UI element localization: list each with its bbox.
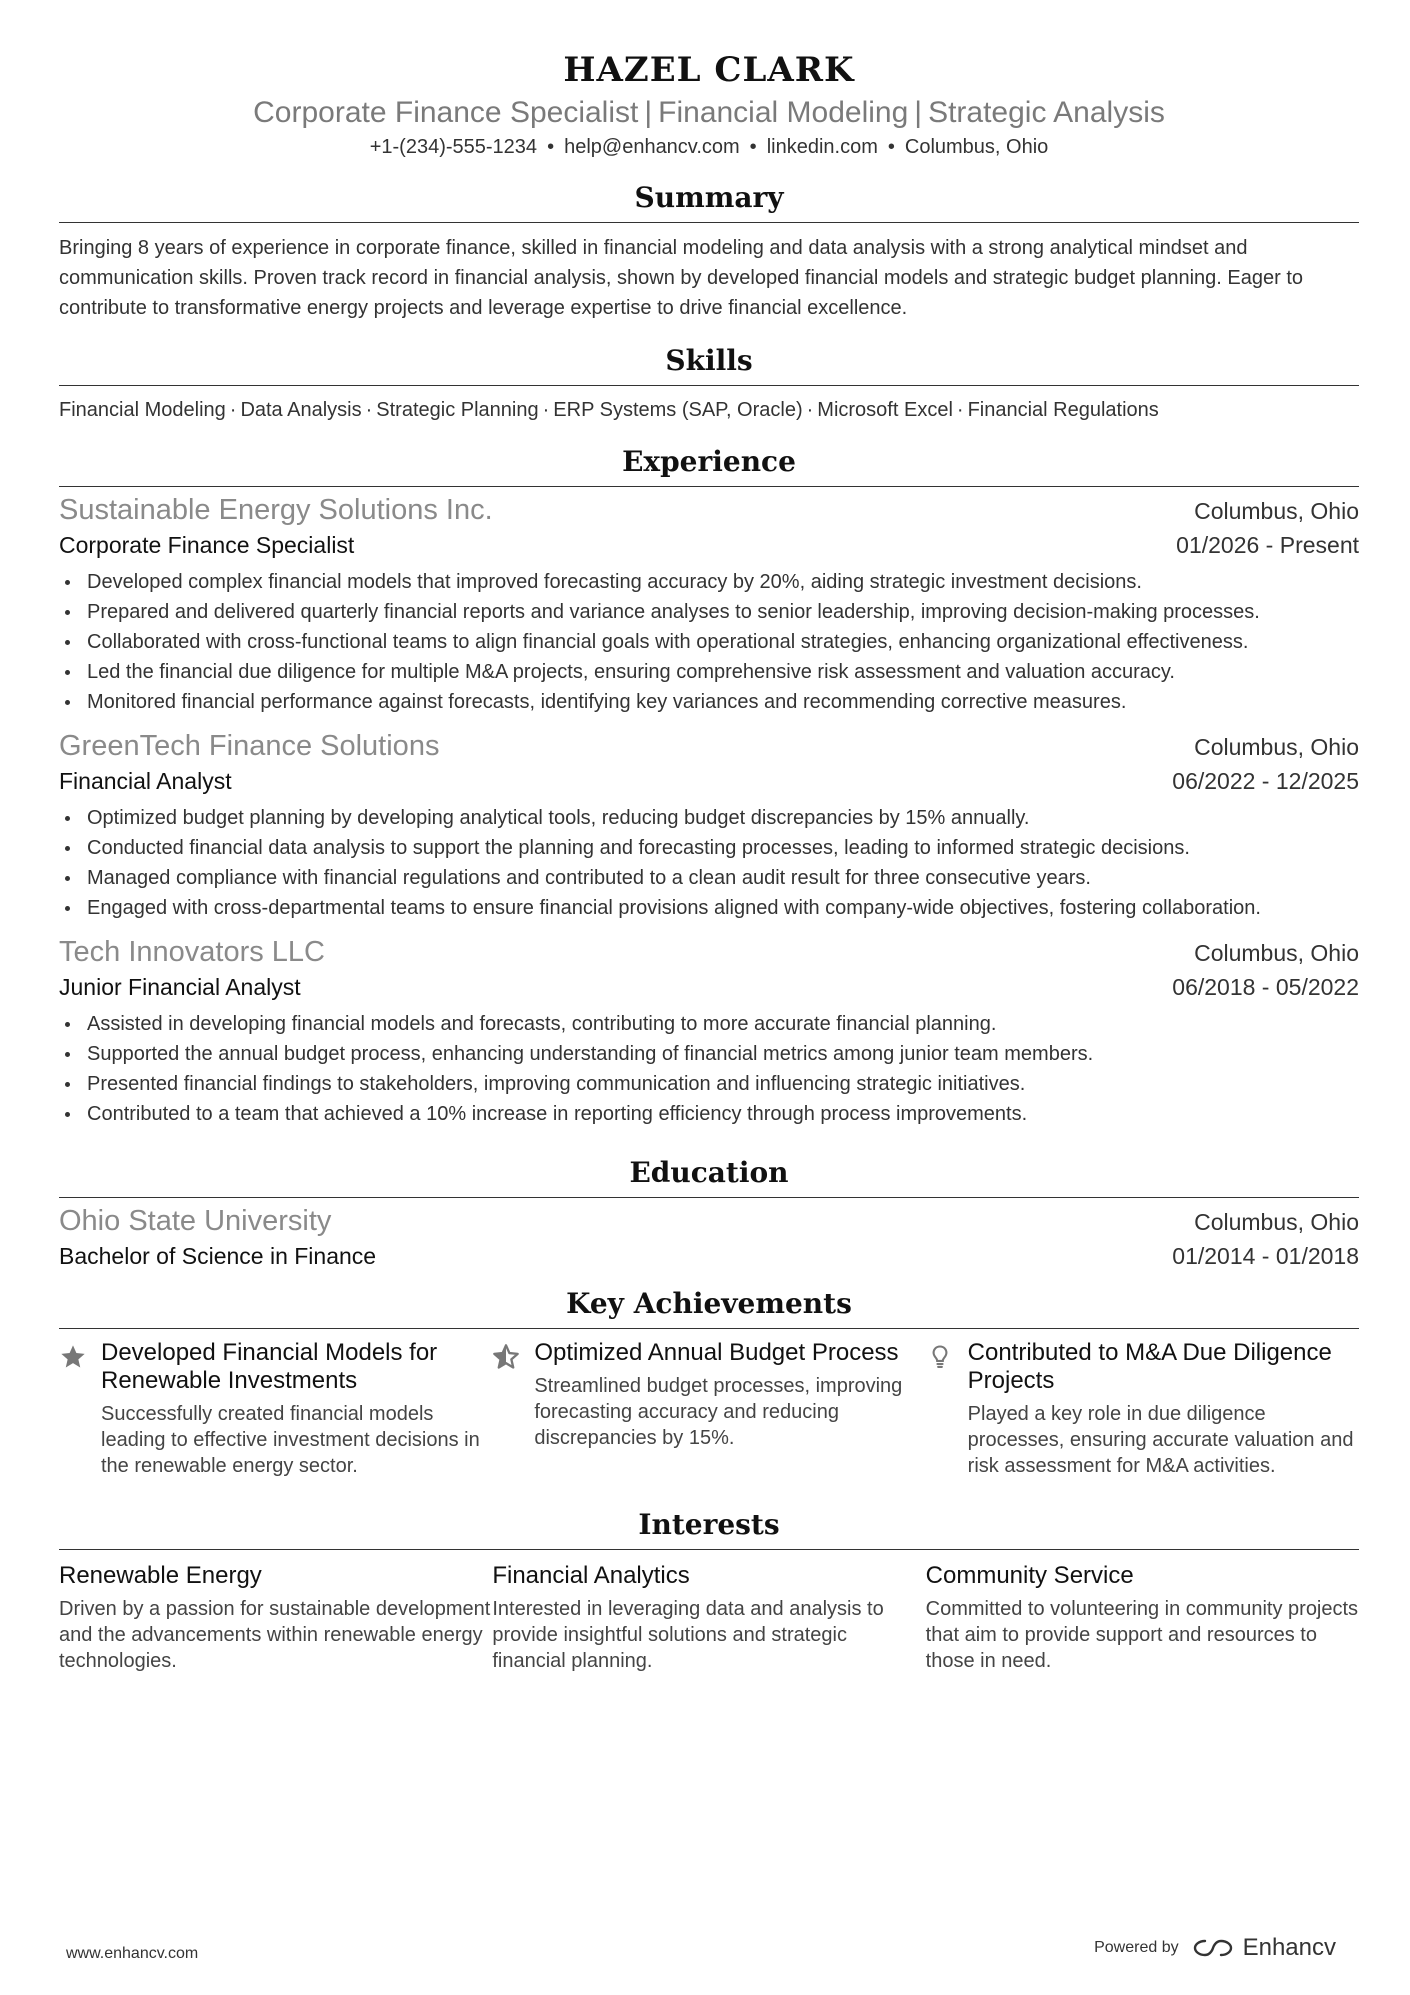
bullet-item: Managed compliance with financial regulations and contributed to a clean audit result for three consecutive years. [59, 863, 1359, 893]
achievement-title: Contributed to M&A Due Diligence Projects [967, 1339, 1332, 1394]
experience-entry [59, 727, 1359, 923]
summary-text: Bringing 8 years of experience in corporate finance, skilled in financial modeling and data analysis with a strong analytical mindset and communication skills. Proven track record in financial analysis, shown by developed financial models and strategic budget planning. Eager to contribute to transformative energy projects and leverage expertise to drive financial excellence. [59, 237, 1304, 319]
bullet-item: Contributed to a team that achieved a 10% increase in reporting efficiency through process improvements. [59, 1099, 1359, 1129]
skill-item: Strategic Planning [376, 399, 539, 421]
headline [59, 94, 1359, 132]
headline-separator: | [914, 96, 923, 129]
headline-title-3: Strategic Analysis [928, 96, 1165, 129]
company-name: GreenTech Finance Solutions [59, 730, 440, 762]
powered-by-label: Powered by [1094, 1939, 1179, 1956]
school-name: Ohio State University [59, 1205, 332, 1237]
job-location: Columbus, Ohio [1194, 734, 1359, 760]
headline-separator: | [644, 96, 653, 129]
experience-section [59, 444, 1359, 1129]
bullet-item: Optimized budget planning by developing analytical tools, reducing budget discrepancies by 15% annually. [59, 803, 1359, 833]
contact-separator: • [749, 136, 757, 158]
interests-grid [59, 1560, 1359, 1674]
education-dates: 01/2014 - 01/2018 [1172, 1243, 1359, 1269]
star-outline-icon [492, 1339, 534, 1479]
contact-separator: • [887, 136, 895, 158]
job-title: Financial Analyst [59, 768, 232, 794]
bullet-item: Assisted in developing financial models and forecasts, contributing to more accurate financial planning. [59, 1009, 1359, 1039]
bullet-item: Led the financial due diligence for multiple M&A projects, ensuring comprehensive risk assessment and valuation accuracy. [59, 657, 1359, 687]
section-title-education: Education [59, 1155, 1359, 1198]
interest-item [926, 1560, 1359, 1674]
skill-item: Microsoft Excel [817, 399, 953, 421]
section-title-achievements: Key Achievements [59, 1286, 1359, 1329]
bullet-item: Developed complex financial models that improved forecasting accuracy by 20%, aiding strategic investment decisions. [59, 567, 1359, 597]
skill-item: Financial Regulations [967, 399, 1159, 421]
footer-branding [1094, 1934, 1336, 1962]
bullet-item: Monitored financial performance against forecasts, identifying key variances and recommending corrective measures. [59, 687, 1359, 717]
achievements-section [59, 1286, 1359, 1479]
achievement-item [492, 1339, 925, 1479]
brand-name: Enhancv [1242, 1934, 1336, 1961]
interest-title: Financial Analytics [492, 1562, 690, 1589]
contact-separator: • [547, 136, 555, 158]
job-location: Columbus, Ohio [1194, 940, 1359, 966]
achievement-title: Developed Financial Models for Renewable Investments [101, 1339, 438, 1394]
bullet-item: Supported the annual budget process, enhancing understanding of financial metrics among junior team members. [59, 1039, 1359, 1069]
skill-item: ERP Systems (SAP, Oracle) [553, 399, 803, 421]
bullet-item: Engaged with cross-departmental teams to ensure financial provisions aligned with company-wide objectives, fostering collaboration. [59, 893, 1359, 923]
interest-desc: Interested in leveraging data and analysis to provide insightful solutions and strategic financial planning. [492, 1598, 884, 1672]
job-bullets [59, 803, 1359, 923]
bullet-item: Collaborated with cross-functional teams to align financial goals with operational strategies, enhancing organizational effectiveness. [59, 627, 1359, 657]
interest-desc: Committed to volunteering in community projects that aim to provide support and resources to those in need. [925, 1598, 1359, 1672]
interest-title: Community Service [925, 1562, 1134, 1589]
experience-entry [59, 491, 1359, 717]
candidate-name: HAZEL CLARK [563, 50, 855, 90]
achievements-grid [59, 1339, 1359, 1479]
resume-header [59, 0, 1359, 160]
education-section [59, 1155, 1359, 1272]
interest-desc: Driven by a passion for sustainable development and the advancements within renewable energy technologies. [59, 1598, 491, 1672]
section-title-summary: Summary [59, 180, 1359, 223]
company-name: Tech Innovators LLC [59, 936, 325, 968]
degree: Bachelor of Science in Finance [59, 1243, 377, 1269]
education-entry [59, 1202, 1359, 1272]
section-title-experience: Experience [59, 444, 1359, 487]
bullet-item: Prepared and delivered quarterly financial reports and variance analyses to senior leadership, improving decision-making processes. [59, 597, 1359, 627]
contact-location: Columbus, Ohio [904, 136, 1049, 158]
job-dates: 06/2022 - 12/2025 [1172, 768, 1359, 794]
interest-item [59, 1560, 492, 1674]
job-dates: 06/2018 - 05/2022 [1172, 974, 1359, 1000]
section-title-interests: Interests [59, 1507, 1359, 1550]
job-dates: 01/2026 - Present [1176, 532, 1359, 558]
section-title-skills: Skills [59, 343, 1359, 386]
lightbulb-icon [926, 1339, 968, 1479]
achievement-title: Optimized Annual Budget Process [534, 1339, 899, 1366]
headline-title-2: Financial Modeling [658, 96, 909, 129]
enhancv-logo-icon [1191, 1936, 1235, 1960]
school-location: Columbus, Ohio [1194, 1209, 1359, 1235]
achievement-item [59, 1339, 492, 1479]
contact-line [59, 134, 1359, 160]
bullet-item: Conducted financial data analysis to support the planning and forecasting processes, leading to informed strategic decisions. [59, 833, 1359, 863]
interests-section [59, 1507, 1359, 1674]
interest-item [492, 1560, 925, 1674]
brand-logo[interactable] [1191, 1934, 1336, 1962]
job-bullets [59, 1009, 1359, 1129]
experience-entry [59, 933, 1359, 1129]
skills-section [59, 343, 1359, 424]
resume-page [59, 0, 1359, 1674]
achievement-item [926, 1339, 1359, 1479]
achievement-desc: Played a key role in due diligence processes, ensuring accurate valuation and risk assessment for M&A activities. [967, 1403, 1354, 1477]
skills-list: Financial Modeling · Data Analysis · Strategic Planning · ERP Systems (SAP, Oracle) · Microsoft Excel · Financial Regulations [59, 399, 1159, 421]
job-bullets [59, 567, 1359, 717]
skill-item: Data Analysis [240, 399, 362, 421]
star-icon [59, 1339, 101, 1479]
interest-title: Renewable Energy [59, 1562, 262, 1589]
job-location: Columbus, Ohio [1194, 498, 1359, 524]
job-title: Corporate Finance Specialist [59, 532, 355, 558]
contact-phone[interactable]: +1-(234)-555-1234 [369, 136, 538, 158]
bullet-item: Presented financial findings to stakeholders, improving communication and influencing strategic initiatives. [59, 1069, 1359, 1099]
summary-section [59, 180, 1359, 323]
skill-item: Financial Modeling [59, 399, 226, 421]
contact-email[interactable]: help@enhancv.com [564, 136, 740, 158]
achievement-desc: Streamlined budget processes, improving forecasting accuracy and reducing discrepancies by 15%. [534, 1375, 903, 1449]
job-title: Junior Financial Analyst [59, 974, 301, 1000]
contact-linkedin[interactable]: linkedin.com [766, 136, 878, 158]
headline-title-1: Corporate Finance Specialist [253, 96, 639, 129]
footer-website[interactable]: www.enhancv.com [66, 1945, 199, 1962]
achievement-desc: Successfully created financial models leading to effective investment decisions in the renewable energy sector. [101, 1403, 480, 1477]
company-name: Sustainable Energy Solutions Inc. [59, 494, 493, 526]
